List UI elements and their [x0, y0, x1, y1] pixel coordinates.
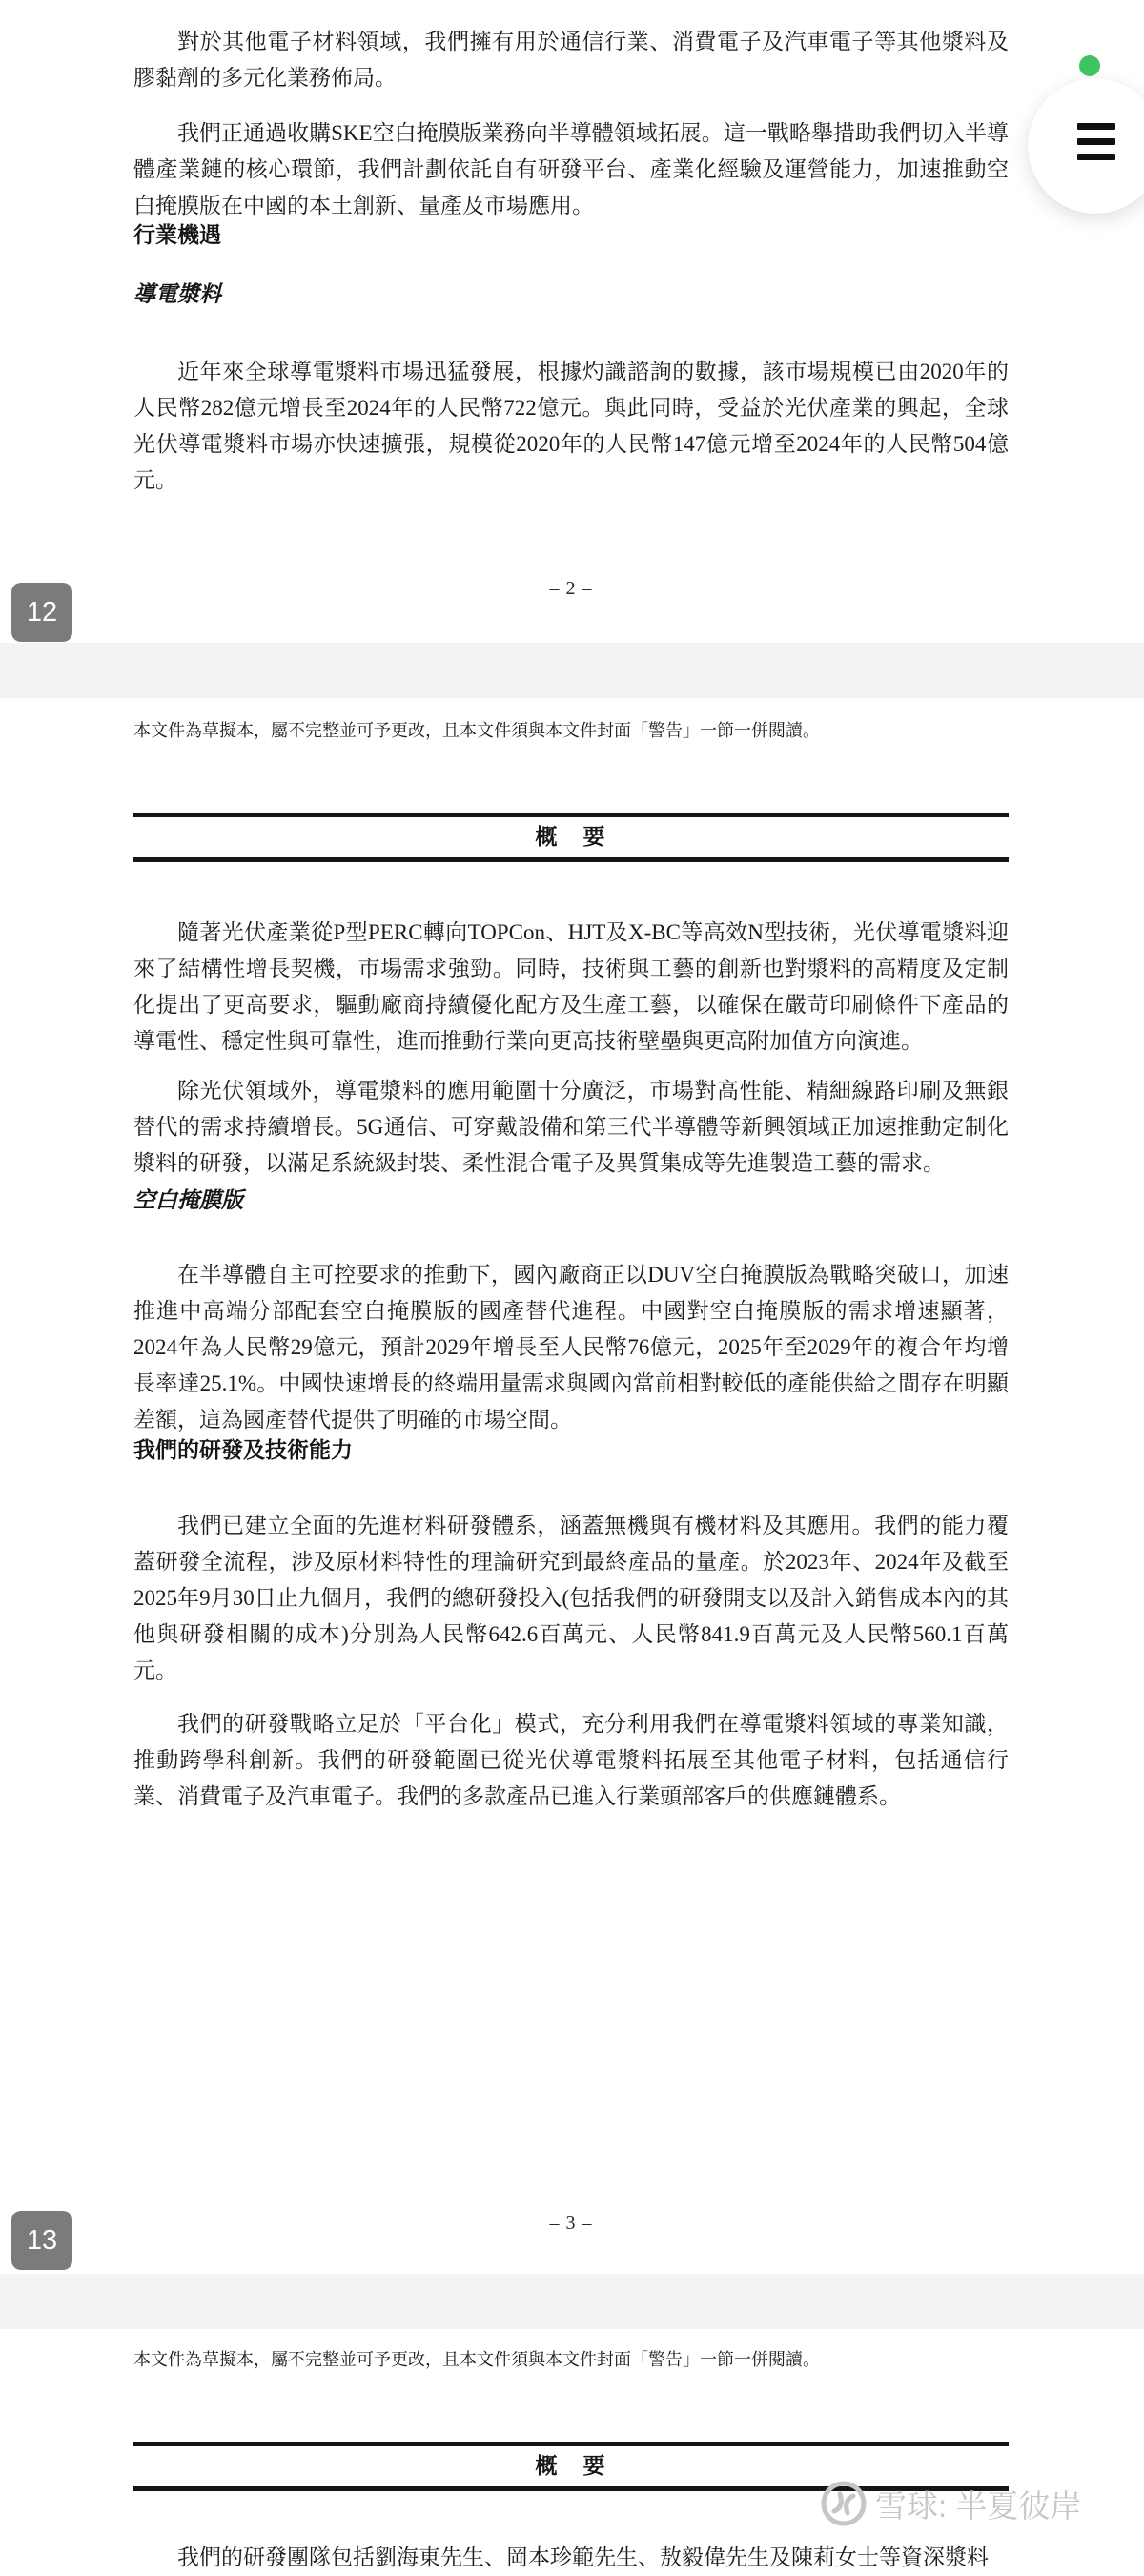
notification-dot [1079, 55, 1100, 76]
paragraph-rd-system: 我們已建立全面的先進材料研發體系，涵蓋無機與有機材料及其應用。我們的能力覆蓋研發全流程，涉及原材料特性的理論研究到最終產品的量產。於2023年、2024年及截至2025年9月30日止九個月，我們的總研發投入(包括我們的研發開支以及計入銷售成本內的其他與研發相關的成本)分別為人民幣642.6百萬元、人民幣841.9百萬元及人民幣560.1百萬元。 [133, 1514, 1009, 1682]
heading-industry-opportunity: 行業機遇 [133, 223, 221, 247]
draft-disclaimer: 本文件為草擬本，屬不完整並可予更改，且本文件須與本文件封面「警告」一節一併閱讀。 [133, 2350, 820, 2369]
paragraph-pv-transition: 隨著光伏產業從P型PERC轉向TOPCon、HJT及X-BC等高效N型技術，光伏導電漿料迎來了結構性增長契機，市場需求強勁。同時，技術與工藝的創新也對漿料的高精度及定制化提出了更高要求，驅動廠商持續優化配方及生產工藝，以確保在嚴苛印刷條件下產品的導電性、穩定性與可靠性，進而推動行業向更高技術壁壘與更高附加值方向演進。 [133, 920, 1009, 1053]
page-separator-band [0, 643, 1144, 698]
section-title: 概 要 [535, 825, 607, 849]
paragraph-rd-strategy: 我們的研發戰略立足於「平台化」模式，充分利用我們在導電漿料領域的專業知識，推動跨學科創新。我們的研發範圍已從光伏導電漿料拓展至其他電子材料，包括通信行業、消費電子及汽車電子。我們的多款產品已進入行業頭部客戶的供應鏈體系。 [133, 1712, 1009, 1808]
paragraph-beyond-pv: 除光伏領域外，導電漿料的應用範圍十分廣泛，市場對高性能、精細線路印刷及無銀替代的需求持續增長。5G通信、可穿戴設備和第三代半導體等新興領域正加速推動定制化漿料的研發，以滿足系統級封裝、柔性混合電子及異質集成等先進製造工藝的需求。 [133, 1079, 1009, 1175]
scroll-page-badge-12: 12 [11, 583, 72, 642]
section-title: 概 要 [535, 2454, 607, 2478]
paragraph-other-electronics: 對於其他電子材料領域，我們擁有用於通信行業、消費電子及汽車電子等其他漿料及膠黏劑的多元化業務佈局。 [133, 30, 1009, 90]
paragraph-ske-acquisition: 我們正通過收購SKE空白掩膜版業務向半導體領域拓展。這一戰略舉措助我們切入半導體產業鏈的核心環節，我們計劃依託自有研發平台、產業化經驗及運營能力，加速推動空白掩膜版在中國的本土創新、量產及市場應用。 [133, 121, 1009, 217]
watermark-text: 雪球: 半夏彼岸 [875, 2487, 1082, 2524]
heading-rd-capability: 我們的研發及技術能力 [133, 1438, 353, 1462]
xueqiu-logo-icon [820, 2480, 868, 2527]
watermark [820, 2480, 1081, 2527]
hamburger-icon [1077, 123, 1115, 160]
scroll-page-badge-13: 13 [11, 2211, 72, 2270]
page-number-footer-2: – 2 – [549, 578, 593, 599]
heading-blank-mask: 空白掩膜版 [133, 1188, 243, 1212]
heading-conductive-paste: 導電漿料 [133, 282, 221, 306]
paragraph-rd-team-partial: 我們的研發團隊包括劉海東先生、岡本珍範先生、敖毅偉先生及陳莉女士等資深漿料 [177, 2545, 989, 2569]
menu-button[interactable] [1028, 78, 1144, 214]
paragraph-mask-market: 在半導體自主可控要求的推動下，國內廠商正以DUV空白掩膜版為戰略突破口，加速推進中高端分部配套空白掩膜版的國產替代進程。中國對空白掩膜版的需求增速顯著，2024年為人民幣29億元，預計2029年增長至人民幣76億元，2025年至2029年的複合年均增長率達25.1%。中國快速增長的終端用量需求與國內當前相對較低的產能供給之間存在明顯差額，這為國產替代提供了明確的市場空間。 [133, 1263, 1009, 1432]
page-number-footer-3: – 3 – [549, 2213, 593, 2234]
section-header-summary [133, 813, 1009, 862]
page-separator-band [0, 2274, 1144, 2329]
paragraph-paste-market: 近年來全球導電漿料市場迅猛發展，根據灼識諮詢的數據，該市場規模已由2020年的人民幣282億元增長至2024年的人民幣722億元。與此同時，受益於光伏產業的興起，全球光伏導電漿料市場亦快速擴張，規模從2020年的人民幣147億元增至2024年的人民幣504億元。 [133, 360, 1009, 492]
draft-disclaimer: 本文件為草擬本，屬不完整並可予更改，且本文件須與本文件封面「警告」一節一併閱讀。 [133, 721, 820, 740]
